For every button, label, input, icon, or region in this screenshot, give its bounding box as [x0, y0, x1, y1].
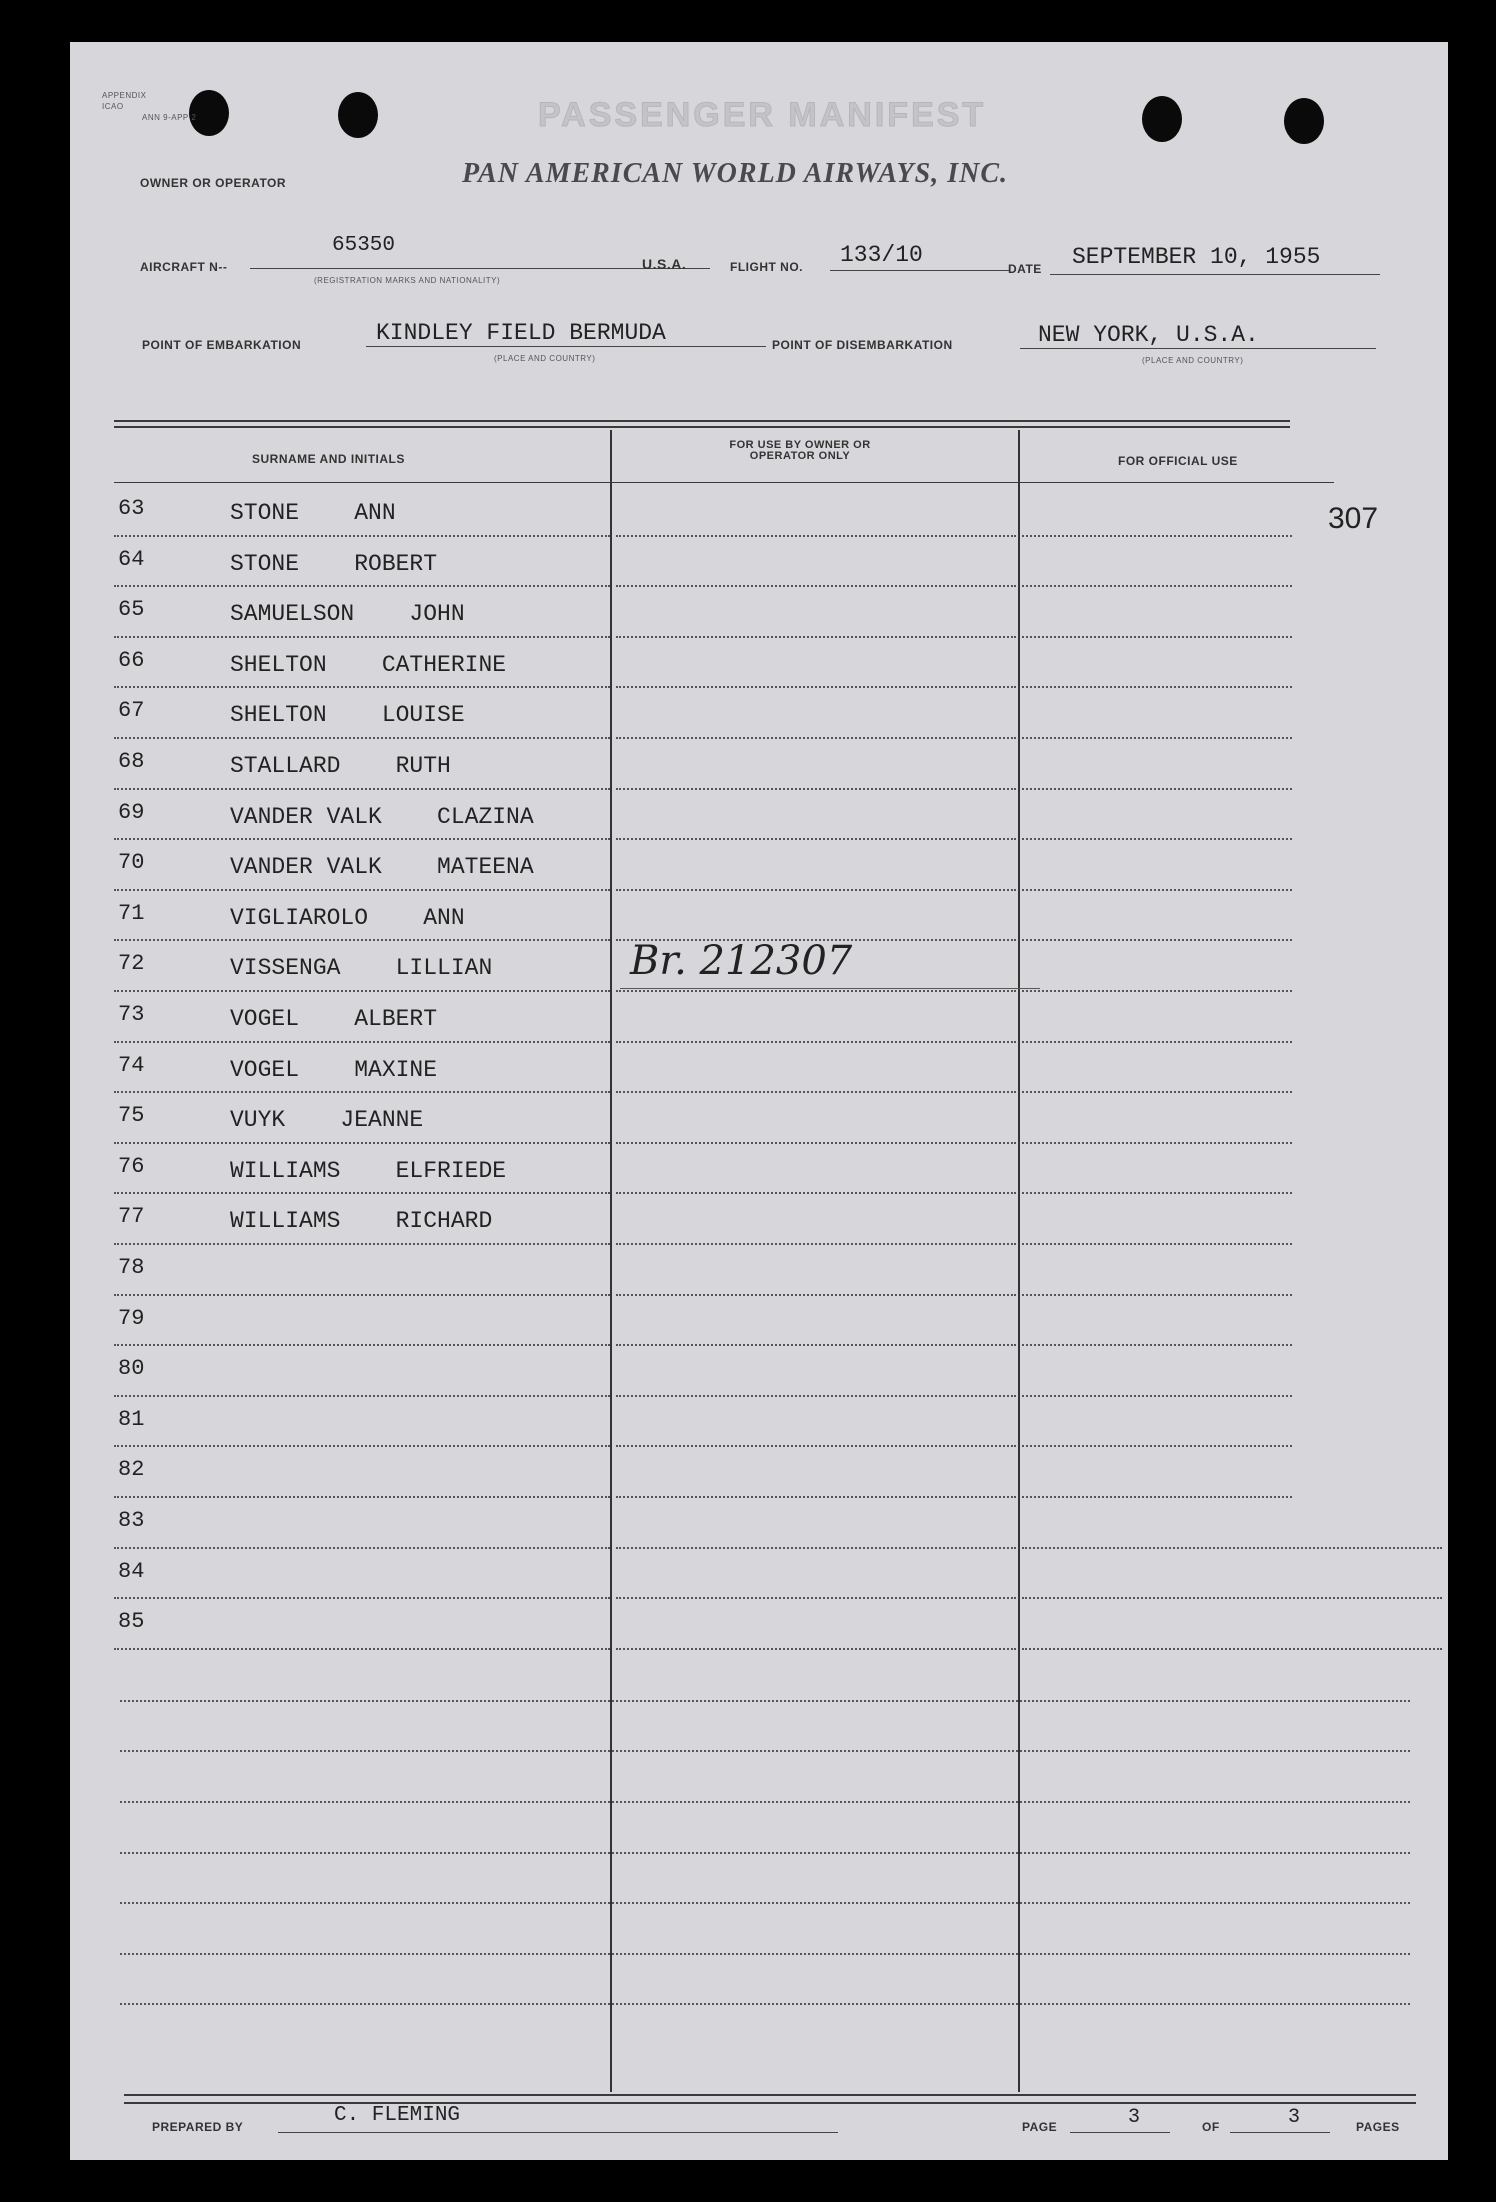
embarkation-value: KINDLEY FIELD BERMUDA [376, 320, 666, 346]
column-header-official-use: FOR OFFICIAL USE [1118, 454, 1238, 468]
handwritten-underline [620, 988, 1040, 989]
table-row [70, 1601, 1448, 1652]
owner-label: OWNER OR OPERATOR [140, 176, 287, 190]
row-number: 71 [118, 900, 145, 926]
blank-ruled-line [120, 1750, 1410, 1752]
row-line-owner [616, 889, 1016, 891]
row-line-name [114, 1192, 610, 1194]
row-number: 77 [118, 1204, 145, 1230]
table-row [70, 690, 1448, 741]
table-row [70, 589, 1448, 640]
row-line-name [114, 1091, 610, 1093]
aircraft-sublabel: (REGISTRATION MARKS AND NATIONALITY) [314, 276, 501, 285]
table-row [70, 1348, 1448, 1399]
row-line-name [114, 585, 610, 587]
aircraft-value: 65350 [332, 234, 396, 257]
header-bottom-rule [114, 482, 1334, 483]
row-line-official [1022, 1243, 1292, 1245]
row-line-official [1022, 1648, 1442, 1650]
row-line-name [114, 1496, 610, 1498]
row-line-official [1022, 1142, 1292, 1144]
disembarkation-underline [1020, 348, 1376, 349]
row-number: 80 [118, 1356, 145, 1382]
row-line-official [1022, 585, 1292, 587]
row-line-name [114, 686, 610, 688]
table-row [70, 1247, 1448, 1298]
passenger-name: SHELTON LOUISE [230, 702, 465, 729]
prepared-by-label: PREPARED BY [152, 2120, 244, 2134]
column-header-owner-use: FOR USE BY OWNER OR OPERATOR ONLY [729, 439, 871, 462]
date-value: SEPTEMBER 10, 1955 [1072, 244, 1321, 270]
row-line-name [114, 1395, 610, 1397]
table-row [70, 1449, 1448, 1500]
row-line-name [114, 1547, 610, 1549]
table-row [70, 1146, 1448, 1197]
row-line-official [1022, 535, 1292, 537]
row-line-owner [616, 1445, 1016, 1447]
punch-hole-4 [1284, 98, 1324, 144]
row-number: 72 [118, 951, 145, 977]
table-row [70, 1298, 1448, 1349]
flight-value: 133/10 [840, 242, 923, 268]
row-number: 76 [118, 1153, 145, 1179]
blank-ruled-line [120, 1902, 1410, 1904]
row-line-official [1022, 1294, 1292, 1296]
of-underline [1230, 2132, 1330, 2133]
table-row [70, 640, 1448, 691]
row-line-name [114, 838, 610, 840]
row-line-owner [616, 1142, 1016, 1144]
row-line-official [1022, 939, 1292, 941]
row-line-name [114, 939, 610, 941]
row-line-official [1022, 889, 1292, 891]
table-row [70, 994, 1448, 1045]
row-line-official [1022, 1041, 1292, 1043]
disembarkation-label: POINT OF DISEMBARKATION [772, 338, 953, 352]
row-number: 82 [118, 1457, 145, 1483]
date-label: DATE [1008, 262, 1042, 276]
row-number: 66 [118, 647, 145, 673]
passenger-name: STONE ROBERT [230, 550, 438, 577]
passenger-name: VANDER VALK MATEENA [230, 854, 534, 881]
row-line-name [114, 788, 610, 790]
pages-label: PAGES [1356, 2120, 1400, 2134]
punch-hole-3 [1142, 96, 1182, 142]
row-number: 74 [118, 1052, 145, 1078]
row-number: 64 [118, 546, 145, 572]
row-line-official [1022, 1597, 1442, 1599]
passenger-name: SHELTON CATHERINE [230, 651, 507, 678]
row-line-owner [616, 838, 1016, 840]
row-line-owner [616, 1192, 1016, 1194]
passenger-name: WILLIAMS ELFRIEDE [230, 1157, 507, 1184]
aircraft-label: AIRCRAFT N-- [140, 260, 228, 274]
flight-label: FLIGHT NO. [730, 260, 803, 274]
table-row [70, 1196, 1448, 1247]
prepared-by-value: C. FLEMING [334, 2104, 461, 2127]
passenger-name: SAMUELSON JOHN [230, 601, 465, 628]
of-label: OF [1202, 2120, 1220, 2134]
row-number: 68 [118, 749, 145, 774]
row-line-owner [616, 686, 1016, 688]
table-row [70, 893, 1448, 944]
row-number: 81 [118, 1406, 145, 1432]
punch-hole-2 [338, 92, 378, 138]
row-line-owner [616, 1547, 1016, 1549]
flight-underline [830, 270, 1010, 271]
table-row [70, 741, 1448, 792]
passenger-name: STALLARD RUTH [230, 753, 451, 779]
row-line-name [114, 1344, 610, 1346]
row-number: 63 [118, 496, 145, 521]
row-line-name [114, 636, 610, 638]
row-line-official [1022, 737, 1292, 739]
row-line-name [114, 1041, 610, 1043]
table-row [70, 1551, 1448, 1602]
side-number: 307 [1328, 502, 1379, 535]
blank-ruled-line [120, 1700, 1410, 1702]
row-line-name [114, 1142, 610, 1144]
handwritten-note: Br. 212307 [630, 938, 853, 984]
row-number: 65 [118, 597, 145, 623]
table-row [70, 539, 1448, 590]
passenger-name: VIGLIAROLO ANN [230, 904, 465, 931]
row-line-official [1022, 838, 1292, 840]
row-line-official [1022, 686, 1292, 688]
table-bottom-rule-1 [124, 2094, 1416, 2096]
row-line-official [1022, 1547, 1442, 1549]
form-title: PASSENGER MANIFEST [538, 96, 987, 134]
disembarkation-value: NEW YORK, U.S.A. [1038, 322, 1259, 348]
row-line-owner [616, 1294, 1016, 1296]
row-line-owner [616, 1648, 1016, 1650]
row-line-owner [616, 1496, 1016, 1498]
passenger-name: VISSENGA LILLIAN [230, 955, 493, 982]
row-number: 67 [118, 698, 145, 724]
embarkation-sublabel: (PLACE AND COUNTRY) [494, 354, 596, 363]
row-line-owner [616, 1041, 1016, 1043]
column-header-surname: SURNAME AND INITIALS [252, 452, 405, 466]
date-underline [1050, 274, 1380, 275]
row-line-name [114, 737, 610, 739]
passenger-name: WILLIAMS RICHARD [230, 1208, 493, 1235]
row-number: 85 [118, 1609, 145, 1635]
aircraft-underline [250, 268, 710, 269]
passenger-name: STONE ANN [230, 500, 396, 526]
row-line-owner [616, 737, 1016, 739]
row-number: 70 [118, 850, 145, 876]
row-line-owner [616, 1344, 1016, 1346]
table-row [70, 1095, 1448, 1146]
row-line-owner [616, 585, 1016, 587]
row-line-owner [616, 535, 1016, 537]
row-number: 75 [118, 1103, 145, 1129]
table-row [70, 842, 1448, 893]
row-line-owner [616, 1395, 1016, 1397]
row-line-official [1022, 788, 1292, 790]
table-top-rule-1 [114, 420, 1290, 422]
row-number: 78 [118, 1255, 145, 1280]
row-line-name [114, 1294, 610, 1296]
prepared-by-underline [278, 2132, 838, 2133]
blank-ruled-line [120, 2003, 1410, 2005]
passenger-name: VUYK JEANNE [230, 1107, 424, 1134]
row-number: 73 [118, 1002, 145, 1027]
row-line-official [1022, 1192, 1292, 1194]
manifest-sheet [70, 42, 1448, 2160]
blank-ruled-line [120, 1852, 1410, 1854]
table-row [70, 1500, 1448, 1551]
row-line-owner [616, 1091, 1016, 1093]
row-line-official [1022, 1091, 1292, 1093]
table-top-rule-2 [114, 426, 1290, 428]
row-line-name [114, 535, 610, 537]
row-line-name [114, 1445, 610, 1447]
row-line-name [114, 889, 610, 891]
row-line-owner [616, 788, 1016, 790]
row-line-official [1022, 1344, 1292, 1346]
of-value: 3 [1288, 2106, 1301, 2129]
blank-ruled-line [120, 1953, 1410, 1955]
page-underline [1070, 2132, 1170, 2133]
passenger-name: VANDER VALK CLAZINA [230, 803, 534, 830]
row-line-official [1022, 990, 1292, 992]
row-number: 83 [118, 1508, 145, 1533]
row-line-owner [616, 636, 1016, 638]
row-number: 79 [118, 1305, 145, 1331]
row-line-name [114, 990, 610, 992]
blank-ruled-line [120, 1801, 1410, 1803]
owner-value: PAN AMERICAN WORLD AIRWAYS, INC. [462, 158, 1009, 189]
row-line-name [114, 1648, 610, 1650]
row-line-owner [616, 1597, 1016, 1599]
aircraft-suffix: U.S.A. [642, 256, 687, 272]
row-line-name [114, 1243, 610, 1245]
row-line-name [114, 1597, 610, 1599]
page-label: PAGE [1022, 2120, 1058, 2134]
table-row [70, 1045, 1448, 1096]
table-bottom-rule-2 [124, 2102, 1416, 2104]
disembarkation-sublabel: (PLACE AND COUNTRY) [1142, 356, 1244, 365]
embarkation-underline [366, 346, 766, 347]
row-number: 69 [118, 799, 145, 825]
page-value: 3 [1128, 2106, 1141, 2129]
form-code: APPENDIX ICAO ANN 9-APP 2 [102, 91, 197, 122]
row-line-owner [616, 990, 1016, 992]
row-number: 84 [118, 1558, 145, 1584]
embarkation-label: POINT OF EMBARKATION [142, 338, 302, 352]
row-line-official [1022, 1496, 1292, 1498]
passenger-name: VOGEL MAXINE [230, 1056, 438, 1083]
passenger-name: VOGEL ALBERT [230, 1006, 438, 1032]
table-row [70, 1399, 1448, 1450]
row-line-official [1022, 636, 1292, 638]
row-line-official [1022, 1445, 1292, 1447]
table-row [70, 792, 1448, 843]
row-line-owner [616, 1243, 1016, 1245]
row-line-official [1022, 1395, 1292, 1397]
table-row [70, 488, 1448, 539]
